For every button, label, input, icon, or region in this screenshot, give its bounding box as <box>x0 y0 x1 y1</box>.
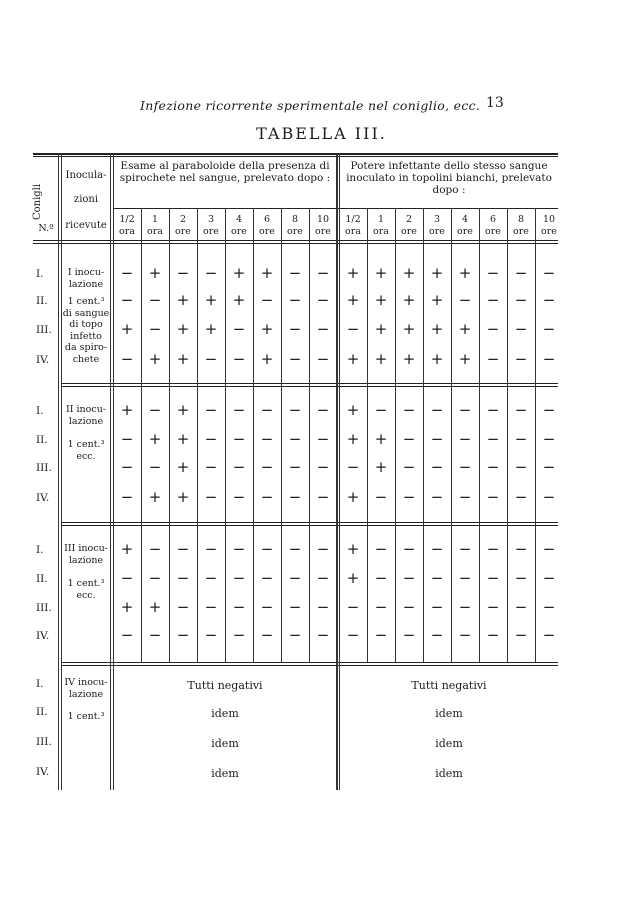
cell-b-b2-r2-c5: − <box>486 458 500 476</box>
cell-a-b1-r0-c7: − <box>316 264 330 282</box>
cell-b-b3-r1-c2: − <box>402 569 416 587</box>
header-time-a-7-num: 10 <box>316 214 330 225</box>
cell-b-b1-r1-c3: + <box>430 291 444 309</box>
inoc-b1-5: infetto <box>70 330 102 342</box>
cell-b-b2-r0-c4: − <box>458 401 472 419</box>
cell-a-b1-r0-c6: − <box>288 264 302 282</box>
header-inoc-1: Inocula- <box>65 170 107 181</box>
cell-b-b2-r1-c1: + <box>374 430 388 448</box>
inoc-b2-2: 1 cent.³ <box>67 439 105 450</box>
cell-a-b2-r2-c0: − <box>120 458 134 476</box>
cell-b-b2-r0-c3: − <box>430 401 444 419</box>
cell-a-b1-r2-c6: − <box>288 320 302 338</box>
header-time-b-1-unit: ora <box>373 226 389 237</box>
header-time-b-2-unit: ore <box>401 226 417 237</box>
cell-a-b1-r2-c1: − <box>148 320 162 338</box>
cell-a-b1-r0-c1: + <box>148 264 162 282</box>
rabbit-b3-2: III. <box>36 602 52 614</box>
cell-a-b2-r2-c6: − <box>288 458 302 476</box>
header-inoc-3: ricevute <box>65 220 107 231</box>
cell-a-b3-r3-c5: − <box>260 626 274 644</box>
cell-a-b1-r3-c1: + <box>148 350 162 368</box>
header-time-a-2-unit: ore <box>175 226 191 237</box>
cell-b-b1-r3-c7: − <box>542 350 556 368</box>
header-time-b-4-unit: ore <box>457 226 473 237</box>
rabbit-b2-0: I. <box>36 405 44 417</box>
inoc-b1-7: chete <box>72 353 100 365</box>
rabbit-b3-1: II. <box>36 573 48 585</box>
cell-a-b2-r2-c3: − <box>204 458 218 476</box>
col-sep-num <box>58 153 59 790</box>
cell-a-b2-r1-c5: − <box>260 430 274 448</box>
cell-a-b1-r1-c2: + <box>176 291 190 309</box>
cell-b-b2-r1-c7: − <box>542 430 556 448</box>
cell-a-b2-r2-c7: − <box>316 458 330 476</box>
cell-a-b1-r0-c0: − <box>120 264 134 282</box>
cell-b-b2-r1-c2: − <box>402 430 416 448</box>
header-time-a-4-unit: ore <box>231 226 247 237</box>
tutti-b-0: Tutti negativi <box>411 679 487 692</box>
rule-block-2 <box>62 383 558 384</box>
cell-a-b3-r2-c6: − <box>288 598 302 616</box>
inoc-b1-3: di sangue <box>62 307 110 319</box>
header-time-b-3-unit: ore <box>429 226 445 237</box>
header-time-b-5-num: 6 <box>489 214 497 225</box>
header-time-a-0-num: 1/2 <box>119 214 135 225</box>
cell-b-b3-r3-c3: − <box>430 626 444 644</box>
cell-b-b1-r2-c0: − <box>346 320 360 338</box>
cell-a-b1-r3-c3: − <box>204 350 218 368</box>
cell-b-b1-r0-c3: + <box>430 264 444 282</box>
cell-b-b1-r0-c6: − <box>514 264 528 282</box>
cell-a-b2-r0-c4: − <box>232 401 246 419</box>
inoc-b2-1: lazione <box>68 415 104 427</box>
cell-a-b1-r0-c3: − <box>204 264 218 282</box>
cell-b-b3-r0-c4: − <box>458 540 472 558</box>
cell-b-b3-r2-c4: − <box>458 598 472 616</box>
cell-b-b1-r2-c3: + <box>430 320 444 338</box>
cell-a-b2-r3-c2: + <box>176 488 190 506</box>
cell-a-b1-r3-c6: − <box>288 350 302 368</box>
header-time-b-1-num: 1 <box>377 214 385 225</box>
cell-b-b3-r0-c6: − <box>514 540 528 558</box>
cell-a-b2-r3-c4: − <box>232 488 246 506</box>
cell-b-b1-r0-c0: + <box>346 264 360 282</box>
cell-b-b2-r2-c4: − <box>458 458 472 476</box>
cell-b-b1-r0-c5: − <box>486 264 500 282</box>
header-inoc-2: zioni <box>73 194 99 205</box>
header-time-a-3-unit: ore <box>203 226 219 237</box>
cell-a-b1-r0-c2: − <box>176 264 190 282</box>
cell-b-b3-r1-c4: − <box>458 569 472 587</box>
rule-block-4-b <box>62 665 558 666</box>
rabbit-b2-2: III. <box>36 462 52 474</box>
cell-b-b3-r3-c4: − <box>458 626 472 644</box>
cell-a-b3-r0-c0: + <box>120 540 134 558</box>
cell-a-b3-r0-c2: − <box>176 540 190 558</box>
cell-a-b2-r3-c5: − <box>260 488 274 506</box>
cell-a-b1-r1-c3: + <box>204 291 218 309</box>
tutti-a-2: idem <box>211 737 239 750</box>
cell-a-b3-r2-c7: − <box>316 598 330 616</box>
tutti-b-1: idem <box>435 707 463 720</box>
cell-a-b3-r0-c6: − <box>288 540 302 558</box>
cell-a-b3-r3-c6: − <box>288 626 302 644</box>
rule-block-3 <box>62 522 558 523</box>
cell-b-b3-r2-c7: − <box>542 598 556 616</box>
cell-a-b2-r1-c2: + <box>176 430 190 448</box>
cell-a-b2-r3-c7: − <box>316 488 330 506</box>
cell-b-b1-r2-c2: + <box>402 320 416 338</box>
cell-b-b3-r0-c2: − <box>402 540 416 558</box>
header-time-a-5-num: 6 <box>263 214 271 225</box>
header-time-a-7-unit: ore <box>315 226 331 237</box>
rule-top <box>33 153 558 155</box>
cell-b-b1-r0-c4: + <box>458 264 472 282</box>
rabbit-b4-2: III. <box>36 736 52 748</box>
cell-a-b2-r1-c3: − <box>204 430 218 448</box>
rabbit-b1-3: IV. <box>36 354 50 366</box>
cell-b-b1-r0-c1: + <box>374 264 388 282</box>
cell-b-b1-r3-c0: + <box>346 350 360 368</box>
header-time-a-4-num: 4 <box>235 214 243 225</box>
inoc-b3-1: lazione <box>68 554 104 566</box>
header-time-b-4-num: 4 <box>461 214 469 225</box>
header-time-a-1-unit: ora <box>147 226 163 237</box>
header-time-a-6-unit: ore <box>287 226 303 237</box>
cell-b-b1-r2-c6: − <box>514 320 528 338</box>
cell-a-b3-r1-c5: − <box>260 569 274 587</box>
rabbit-b1-2: III. <box>36 324 52 336</box>
cell-b-b2-r3-c4: − <box>458 488 472 506</box>
cell-b-b2-r2-c0: − <box>346 458 360 476</box>
cell-a-b3-r3-c1: − <box>148 626 162 644</box>
cell-b-b2-r2-c6: − <box>514 458 528 476</box>
header-time-a-6-num: 8 <box>291 214 299 225</box>
cell-a-b2-r3-c1: + <box>148 488 162 506</box>
cell-a-b1-r1-c4: + <box>232 291 246 309</box>
cell-b-b3-r1-c1: − <box>374 569 388 587</box>
rabbit-b4-0: I. <box>36 678 44 690</box>
cell-a-b3-r1-c7: − <box>316 569 330 587</box>
cell-a-b3-r3-c3: − <box>204 626 218 644</box>
rabbit-b2-1: II. <box>36 434 48 446</box>
cell-b-b1-r2-c5: − <box>486 320 500 338</box>
inoc-b1-2: 1 cent.³ <box>67 296 105 307</box>
cell-b-b3-r2-c1: − <box>374 598 388 616</box>
tutti-a-0: Tutti negativi <box>187 679 263 692</box>
cell-b-b1-r0-c7: − <box>542 264 556 282</box>
cell-b-b1-r2-c7: − <box>542 320 556 338</box>
inoc-b3-3: ecc. <box>76 589 96 601</box>
cell-a-b1-r0-c5: + <box>260 264 274 282</box>
inoc-b4-2: 1 cent.³ <box>67 711 105 722</box>
header-time-b-3-num: 3 <box>433 214 441 225</box>
cell-a-b3-r3-c2: − <box>176 626 190 644</box>
cell-b-b2-r1-c3: − <box>430 430 444 448</box>
cell-b-b3-r1-c3: − <box>430 569 444 587</box>
header-time-a-2-num: 2 <box>179 214 187 225</box>
cell-b-b3-r0-c0: + <box>346 540 360 558</box>
inoc-b1-4: di topo <box>69 319 103 330</box>
cell-b-b2-r3-c5: − <box>486 488 500 506</box>
cell-a-b3-r3-c4: − <box>232 626 246 644</box>
cell-b-b2-r3-c0: + <box>346 488 360 506</box>
inoc-b2-3: ecc. <box>76 450 96 462</box>
cell-b-b2-r1-c0: + <box>346 430 360 448</box>
cell-b-b3-r0-c5: − <box>486 540 500 558</box>
cell-a-b3-r1-c2: − <box>176 569 190 587</box>
cell-b-b2-r2-c3: − <box>430 458 444 476</box>
cell-b-b3-r0-c3: − <box>430 540 444 558</box>
cell-a-b3-r1-c6: − <box>288 569 302 587</box>
cell-b-b1-r1-c7: − <box>542 291 556 309</box>
cell-a-b2-r1-c4: − <box>232 430 246 448</box>
cell-b-b3-r1-c5: − <box>486 569 500 587</box>
cell-b-b3-r2-c5: − <box>486 598 500 616</box>
page-number: 13 <box>486 95 504 111</box>
rabbit-b2-3: IV. <box>36 492 50 504</box>
header-time-b-0-unit: ora <box>345 226 361 237</box>
cell-b-b2-r1-c4: − <box>458 430 472 448</box>
header-time-b-7-num: 10 <box>542 214 556 225</box>
cell-a-b2-r0-c3: − <box>204 401 218 419</box>
inoc-b4-0: IV inocu- <box>64 677 108 688</box>
cell-a-b1-r3-c4: − <box>232 350 246 368</box>
cell-b-b3-r3-c2: − <box>402 626 416 644</box>
cell-a-b2-r1-c7: − <box>316 430 330 448</box>
cell-a-b1-r3-c2: + <box>176 350 190 368</box>
cell-b-b1-r2-c1: + <box>374 320 388 338</box>
cell-b-b2-r3-c7: − <box>542 488 556 506</box>
cell-a-b1-r2-c0: + <box>120 320 134 338</box>
header-time-b-5-unit: ore <box>485 226 501 237</box>
tutti-a-3: idem <box>211 767 239 780</box>
cell-b-b2-r0-c2: − <box>402 401 416 419</box>
cell-a-b3-r0-c1: − <box>148 540 162 558</box>
cell-b-b1-r3-c1: + <box>374 350 388 368</box>
cell-a-b2-r0-c0: + <box>120 401 134 419</box>
cell-b-b1-r2-c4: + <box>458 320 472 338</box>
header-time-b-0-num: 1/2 <box>345 214 361 225</box>
cell-b-b1-r1-c2: + <box>402 291 416 309</box>
cell-a-b2-r0-c1: − <box>148 401 162 419</box>
cell-a-b3-r3-c0: − <box>120 626 134 644</box>
tutti-b-2: idem <box>435 737 463 750</box>
cell-b-b1-r1-c6: − <box>514 291 528 309</box>
header-time-a-5-unit: ore <box>259 226 275 237</box>
cell-b-b1-r3-c5: − <box>486 350 500 368</box>
cell-a-b2-r0-c6: − <box>288 401 302 419</box>
cell-b-b2-r3-c1: − <box>374 488 388 506</box>
cell-b-b1-r1-c5: − <box>486 291 500 309</box>
cell-a-b3-r1-c0: − <box>120 569 134 587</box>
cell-a-b1-r1-c1: − <box>148 291 162 309</box>
cell-b-b1-r1-c0: + <box>346 291 360 309</box>
header-time-a-0-unit: ora <box>119 226 135 237</box>
rule-block-3-b <box>62 525 558 526</box>
cell-b-b3-r1-c6: − <box>514 569 528 587</box>
cell-a-b1-r2-c2: + <box>176 320 190 338</box>
rule-top-2 <box>33 156 558 157</box>
cell-b-b2-r2-c7: − <box>542 458 556 476</box>
tutti-b-3: idem <box>435 767 463 780</box>
cell-a-b1-r3-c0: − <box>120 350 134 368</box>
cell-a-b1-r0-c4: + <box>232 264 246 282</box>
cell-b-b3-r0-c1: − <box>374 540 388 558</box>
cell-a-b3-r2-c4: − <box>232 598 246 616</box>
cell-b-b1-r3-c6: − <box>514 350 528 368</box>
cell-a-b3-r0-c7: − <box>316 540 330 558</box>
cell-b-b3-r1-c0: + <box>346 569 360 587</box>
cell-b-b1-r1-c4: − <box>458 291 472 309</box>
inoc-b4-1: lazione <box>68 689 104 700</box>
cell-a-b3-r2-c0: + <box>120 598 134 616</box>
cell-a-b2-r0-c5: − <box>260 401 274 419</box>
inoc-b2-0: II inocu- <box>65 404 107 415</box>
rabbit-b1-0: I. <box>36 268 44 280</box>
header-group-b: Potere infettante dello stesso sangue inoculato in topolini bianchi, prelevato dopo : <box>346 160 552 196</box>
inoc-b1-1: lazione <box>68 278 104 290</box>
rule-block-4 <box>62 662 558 663</box>
header-time-a-3-num: 3 <box>207 214 215 225</box>
cell-b-b3-r3-c1: − <box>374 626 388 644</box>
cell-b-b1-r0-c2: + <box>402 264 416 282</box>
cell-a-b3-r2-c2: − <box>176 598 190 616</box>
header-time-b-2-num: 2 <box>405 214 413 225</box>
cell-b-b1-r3-c2: + <box>402 350 416 368</box>
cell-b-b3-r2-c2: − <box>402 598 416 616</box>
cell-a-b1-r2-c5: + <box>260 320 274 338</box>
cell-b-b3-r2-c0: − <box>346 598 360 616</box>
cell-a-b3-r3-c7: − <box>316 626 330 644</box>
cell-a-b2-r1-c1: + <box>148 430 162 448</box>
cell-a-b3-r0-c3: − <box>204 540 218 558</box>
cell-a-b3-r1-c4: − <box>232 569 246 587</box>
cell-b-b2-r1-c6: − <box>514 430 528 448</box>
inoc-b1-6: da spiro- <box>64 342 108 353</box>
cell-b-b1-r3-c3: + <box>430 350 444 368</box>
cell-b-b2-r0-c1: − <box>374 401 388 419</box>
cell-b-b3-r2-c6: − <box>514 598 528 616</box>
cell-b-b2-r2-c2: − <box>402 458 416 476</box>
cell-b-b2-r0-c5: − <box>486 401 500 419</box>
cell-a-b3-r0-c4: − <box>232 540 246 558</box>
cell-a-b2-r3-c0: − <box>120 488 134 506</box>
cell-a-b2-r1-c0: − <box>120 430 134 448</box>
cell-a-b2-r3-c3: − <box>204 488 218 506</box>
inoc-b3-0: III inocu- <box>64 543 108 554</box>
rabbit-b3-0: I. <box>36 544 44 556</box>
cell-a-b2-r3-c6: − <box>288 488 302 506</box>
cell-b-b2-r0-c6: − <box>514 401 528 419</box>
cell-a-b2-r2-c4: − <box>232 458 246 476</box>
cell-a-b3-r1-c3: − <box>204 569 218 587</box>
cell-a-b2-r2-c2: + <box>176 458 190 476</box>
running-head: Infezione ricorrente sperimentale nel coniglio, ecc. <box>140 98 481 113</box>
cell-a-b1-r2-c7: − <box>316 320 330 338</box>
header-time-a-1-num: 1 <box>151 214 159 225</box>
cell-b-b3-r3-c5: − <box>486 626 500 644</box>
rabbit-b3-3: IV. <box>36 630 50 642</box>
cell-a-b1-r2-c3: + <box>204 320 218 338</box>
cell-a-b2-r1-c6: − <box>288 430 302 448</box>
rabbit-b4-1: II. <box>36 706 48 718</box>
cell-b-b2-r3-c3: − <box>430 488 444 506</box>
cell-b-b1-r1-c1: + <box>374 291 388 309</box>
col-sep-inoc <box>110 153 111 790</box>
cell-b-b2-r2-c1: + <box>374 458 388 476</box>
cell-a-b2-r0-c7: − <box>316 401 330 419</box>
cell-a-b3-r2-c5: − <box>260 598 274 616</box>
cell-a-b2-r2-c5: − <box>260 458 274 476</box>
cell-a-b1-r1-c5: − <box>260 291 274 309</box>
rule-block-2-b <box>62 386 558 387</box>
cell-a-b3-r2-c3: − <box>204 598 218 616</box>
cell-a-b1-r1-c6: − <box>288 291 302 309</box>
cell-a-b1-r1-c0: − <box>120 291 134 309</box>
cell-b-b3-r2-c3: − <box>430 598 444 616</box>
inoc-b1-0: I inocu- <box>67 267 105 278</box>
header-time-b-6-unit: ore <box>513 226 529 237</box>
table-title: TABELLA III. <box>256 124 387 143</box>
cell-a-b1-r1-c7: − <box>316 291 330 309</box>
header-numero: N.º <box>38 223 54 234</box>
cell-a-b3-r2-c1: + <box>148 598 162 616</box>
cell-b-b3-r1-c7: − <box>542 569 556 587</box>
cell-a-b1-r3-c5: + <box>260 350 274 368</box>
header-group-a: Esame al paraboloide della presenza di spirochete nel sangue, prelevato dopo : <box>119 160 331 184</box>
cell-b-b3-r3-c7: − <box>542 626 556 644</box>
cell-a-b2-r0-c2: + <box>176 401 190 419</box>
rabbit-b1-1: II. <box>36 295 48 307</box>
rabbit-b4-3: IV. <box>36 766 50 778</box>
cell-a-b2-r2-c1: − <box>148 458 162 476</box>
cell-b-b2-r0-c7: − <box>542 401 556 419</box>
cell-b-b2-r3-c2: − <box>402 488 416 506</box>
inoc-b3-2: 1 cent.³ <box>67 578 105 589</box>
cell-b-b3-r3-c0: − <box>346 626 360 644</box>
cell-a-b1-r2-c4: − <box>232 320 246 338</box>
cell-b-b2-r3-c6: − <box>514 488 528 506</box>
cell-b-b1-r3-c4: + <box>458 350 472 368</box>
cell-b-b2-r0-c0: + <box>346 401 360 419</box>
cell-a-b3-r0-c5: − <box>260 540 274 558</box>
tutti-a-1: idem <box>211 707 239 720</box>
cell-a-b1-r3-c7: − <box>316 350 330 368</box>
cell-a-b3-r1-c1: − <box>148 569 162 587</box>
cell-b-b3-r3-c6: − <box>514 626 528 644</box>
cell-b-b3-r0-c7: − <box>542 540 556 558</box>
header-time-b-7-unit: ore <box>541 226 557 237</box>
header-time-b-6-num: 8 <box>517 214 525 225</box>
header-conigli: Conigli <box>32 183 43 220</box>
cell-b-b2-r1-c5: − <box>486 430 500 448</box>
